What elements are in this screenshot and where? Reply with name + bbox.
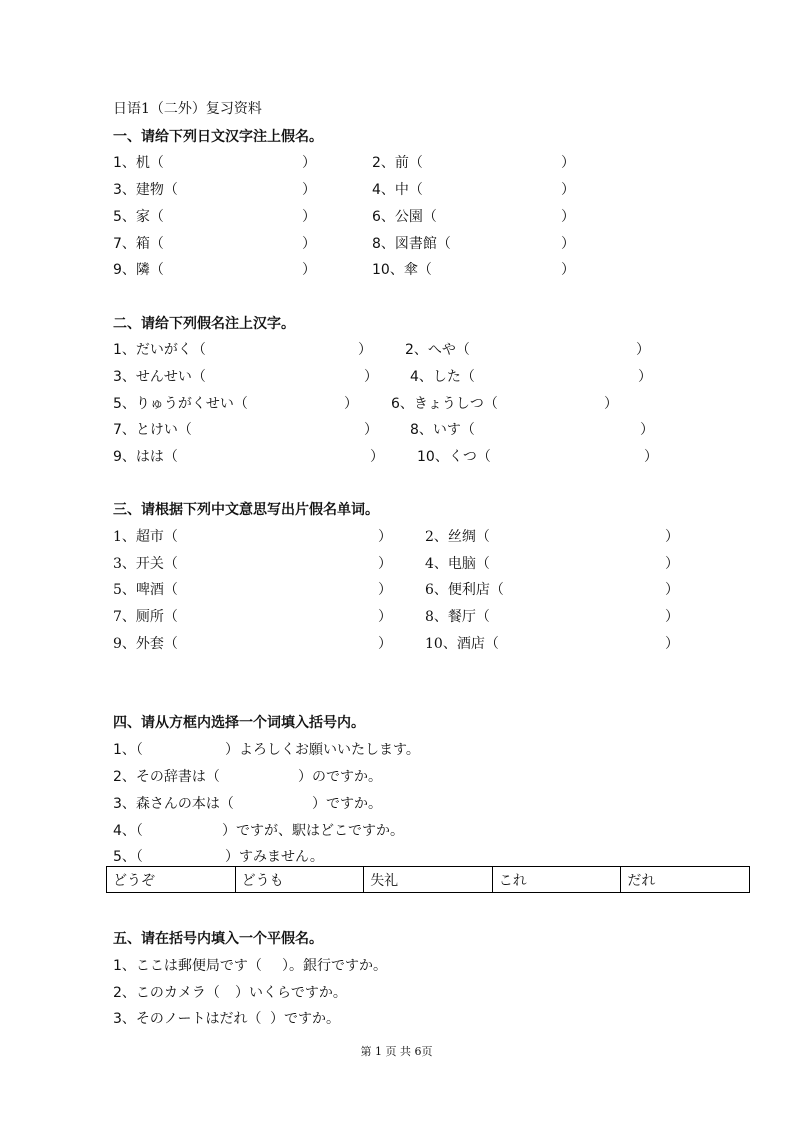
question-item: 3、建物（: [113, 182, 178, 198]
question-item: 8、餐厅（: [425, 609, 490, 625]
question-tail: ）ですか。: [312, 796, 382, 812]
question-item: 4、电脑（: [425, 556, 490, 572]
choice-cell: これ: [492, 867, 621, 893]
closing-paren: ）: [302, 236, 316, 252]
question-tail: ）。銀行ですか。: [282, 958, 387, 974]
question-item: 5、（: [113, 849, 143, 865]
document-title: 日语1（二外）复习资料: [113, 101, 262, 117]
closing-paren: ）: [665, 582, 679, 598]
question-item: 3、そのノートはだれ（: [113, 1011, 262, 1027]
question-tail: ）ですか。: [270, 1011, 340, 1027]
closing-paren: ）: [378, 609, 392, 625]
closing-paren: ）: [364, 422, 378, 438]
question-item: 6、公園（: [372, 209, 437, 225]
section3-heading: 三、请根据下列中文意思写出片假名单词。: [113, 502, 379, 518]
question-tail: ）よろしくお願いいたします。: [225, 742, 420, 758]
question-item: 7、箱（: [113, 236, 164, 252]
question-item: 1、（: [113, 742, 143, 758]
question-item: 2、このカメラ（: [113, 985, 220, 1001]
question-item: 4、した（: [410, 369, 475, 385]
question-item: 9、はは（: [113, 449, 178, 465]
question-item: 10、くつ（: [417, 449, 491, 465]
question-item: 3、森さんの本は（: [113, 796, 234, 812]
question-item: 4、（: [113, 823, 143, 839]
question-item: 10、酒店（: [425, 636, 499, 652]
closing-paren: ）: [302, 155, 316, 171]
page-footer: 第 1 页 共 6页: [360, 1045, 433, 1058]
section4-heading: 四、请从方框内选择一个词填入括号内。: [113, 715, 365, 731]
closing-paren: ）: [344, 396, 358, 412]
question-item: 1、だいがく（: [113, 342, 206, 358]
closing-paren: ）: [302, 182, 316, 198]
closing-paren: ）: [378, 582, 392, 598]
choice-cell: だれ: [621, 867, 750, 893]
question-item: 9、外套（: [113, 636, 178, 652]
question-item: 9、隣（: [113, 262, 164, 278]
question-item: 2、前（: [372, 155, 423, 171]
closing-paren: ）: [370, 449, 384, 465]
closing-paren: ）: [358, 342, 372, 358]
question-item: 6、便利店（: [425, 582, 504, 598]
question-item: 2、丝绸（: [425, 529, 490, 545]
closing-paren: ）: [561, 209, 575, 225]
closing-paren: ）: [302, 262, 316, 278]
closing-paren: ）: [561, 182, 575, 198]
closing-paren: ）: [665, 529, 679, 545]
question-item: 7、厕所（: [113, 609, 178, 625]
question-item: 8、いす（: [410, 422, 475, 438]
question-item: 5、りゅうがくせい（: [113, 396, 248, 412]
closing-paren: ）: [364, 369, 378, 385]
closing-paren: ）: [640, 422, 654, 438]
question-tail: ）ですが、駅はどこですか。: [222, 823, 404, 839]
question-item: 5、啤酒（: [113, 582, 178, 598]
question-tail: ）のですか。: [298, 769, 382, 785]
section5-heading: 五、请在括号内填入一个平假名。: [113, 931, 323, 947]
question-tail: ）いくらですか。: [235, 985, 347, 1001]
choice-cell: 失礼: [364, 867, 493, 893]
closing-paren: ）: [302, 209, 316, 225]
question-item: 1、超市（: [113, 529, 178, 545]
closing-paren: ）: [644, 449, 658, 465]
choice-box: [106, 866, 750, 893]
closing-paren: ）: [378, 636, 392, 652]
question-item: 2、その辞書は（: [113, 769, 220, 785]
question-item: 3、开关（: [113, 556, 178, 572]
section1-heading: 一、请给下列日文汉字注上假名。: [113, 129, 323, 145]
closing-paren: ）: [636, 342, 650, 358]
question-item: 1、机（: [113, 155, 164, 171]
closing-paren: ）: [561, 155, 575, 171]
question-item: 5、家（: [113, 209, 164, 225]
closing-paren: ）: [561, 236, 575, 252]
question-item: 1、ここは郵便局です（: [113, 958, 262, 974]
closing-paren: ）: [561, 262, 575, 278]
choice-cell: どうぞ: [107, 867, 236, 893]
closing-paren: ）: [378, 556, 392, 572]
question-item: 7、とけい（: [113, 422, 192, 438]
choice-cell: どうも: [235, 867, 364, 893]
closing-paren: ）: [665, 636, 679, 652]
question-item: 6、きょうしつ（: [391, 396, 498, 412]
closing-paren: ）: [604, 396, 618, 412]
question-item: 8、図書館（: [372, 236, 451, 252]
question-tail: ）すみません。: [225, 849, 324, 865]
closing-paren: ）: [665, 609, 679, 625]
section2-heading: 二、请给下列假名注上汉字。: [113, 316, 295, 332]
question-item: 2、へや（: [405, 342, 470, 358]
closing-paren: ）: [665, 556, 679, 572]
question-item: 10、傘（: [372, 262, 432, 278]
question-item: 3、せんせい（: [113, 369, 206, 385]
closing-paren: ）: [378, 529, 392, 545]
question-item: 4、中（: [372, 182, 423, 198]
closing-paren: ）: [638, 369, 652, 385]
